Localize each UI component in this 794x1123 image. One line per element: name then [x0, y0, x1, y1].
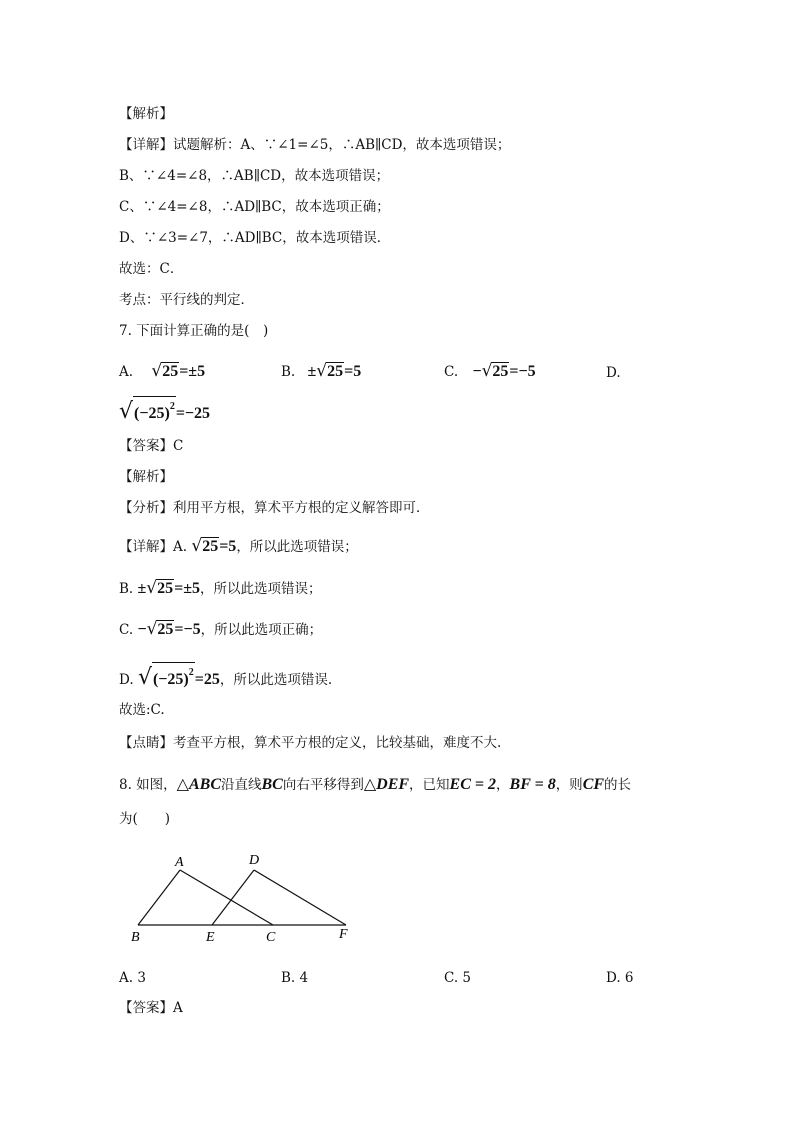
question-7-stem: 7. 下面计算正确的是( ): [119, 323, 269, 339]
question-8-stem-line2: 为( ): [119, 811, 171, 827]
cf-segment: CF: [582, 776, 605, 793]
segment-ac: [180, 870, 273, 925]
radicand: $(-25)^2$: [133, 396, 176, 424]
segment-df: [254, 870, 346, 925]
q7-option-d-label: D.: [606, 365, 621, 381]
q8-answer: 【答案】A: [119, 1000, 183, 1016]
detail-c-line: C、∵∠4=∠8，∴AD∥BC，故本选项正确；: [119, 199, 390, 215]
option-label: C.: [444, 364, 459, 380]
q7-option-b: [281, 360, 361, 383]
label-c: C: [266, 930, 276, 945]
rhs: =−25: [175, 405, 211, 422]
q8-option-a: A. 3: [119, 970, 146, 986]
sqrt-icon: √: [119, 399, 134, 424]
label-d: D: [249, 853, 260, 868]
q7-choose: 故选:C.: [119, 702, 165, 718]
triangle-def: △DEF: [363, 776, 410, 793]
q7-fenxi: 【分析】利用平方根，算术平方根的定义解答即可．: [119, 500, 430, 516]
sqrt-icon: √: [316, 361, 328, 381]
option-label: A.: [119, 364, 134, 380]
rhs: =−5: [509, 363, 536, 380]
rhs: =±5: [179, 363, 206, 380]
q8-option-c: C. 5: [444, 970, 472, 986]
analysis-heading: 【解析】: [119, 106, 173, 122]
kaodian-line: 考点：平行线的判定．: [119, 292, 254, 308]
q7-detail-b: B. ±√25=±5，所以此选项错误；: [119, 578, 322, 598]
label-f: F: [339, 927, 348, 942]
q8-option-d: D. 6: [606, 970, 634, 986]
q7-detail-a: 【详解】A. √25=5，所以此选项错误；: [119, 536, 358, 556]
label-b: B: [131, 930, 140, 945]
q8-option-b: B. 4: [281, 970, 309, 986]
segment-ed: [212, 870, 254, 925]
q7-answer: 【答案】C: [119, 438, 184, 454]
sqrt-icon: √: [151, 361, 163, 381]
bf-value: BF = 8: [509, 776, 556, 793]
option-label: B.: [281, 364, 296, 380]
q7-option-c: [444, 360, 536, 383]
sqrt-icon: √: [481, 361, 493, 381]
ec-value: EC = 2: [449, 776, 497, 793]
q7-option-d: [119, 396, 210, 425]
radicand: 25: [327, 363, 344, 380]
rhs: =5: [344, 363, 362, 380]
segment-ab: [138, 870, 180, 925]
q7-option-a: [119, 360, 205, 383]
detail-b-line: B、∵∠4=∠8，∴AB∥CD，故本选项错误；: [119, 168, 390, 184]
translation-figure: [125, 852, 365, 947]
q7-analysis-heading: 【解析】: [119, 469, 173, 485]
question-8-stem: 8. 如图，△ABC沿直线BC向右平移得到△DEF，已知EC = 2，BF = 8，则CF的长: [119, 776, 632, 793]
detail-d-line: D、∵∠3=∠7，∴AD∥BC，故本选项错误．: [119, 230, 391, 246]
radicand: 25: [492, 363, 509, 380]
q7-detail-d: D. $√(-25)^2=25$，所以此选项错误.: [119, 662, 332, 691]
detail-line: 【详解】试题解析：A、∵∠1=∠5，∴AB∥CD，故本选项错误；: [119, 137, 511, 153]
line-bc: BC: [261, 776, 283, 793]
label-e: E: [206, 930, 215, 945]
negative-sign: −: [472, 363, 482, 380]
triangle-abc: △ABC: [176, 776, 221, 793]
plus-minus: ±: [307, 363, 317, 380]
choose-line: 故选：C．: [119, 261, 184, 277]
radicand: 25: [162, 363, 179, 380]
label-a: A: [175, 855, 184, 870]
q7-dianjing: 【点睛】考查平方根，算术平方根的定义，比较基础，难度不大.: [119, 735, 502, 751]
q7-detail-c: C. −√25=−5，所以此选项正确；: [119, 619, 323, 639]
